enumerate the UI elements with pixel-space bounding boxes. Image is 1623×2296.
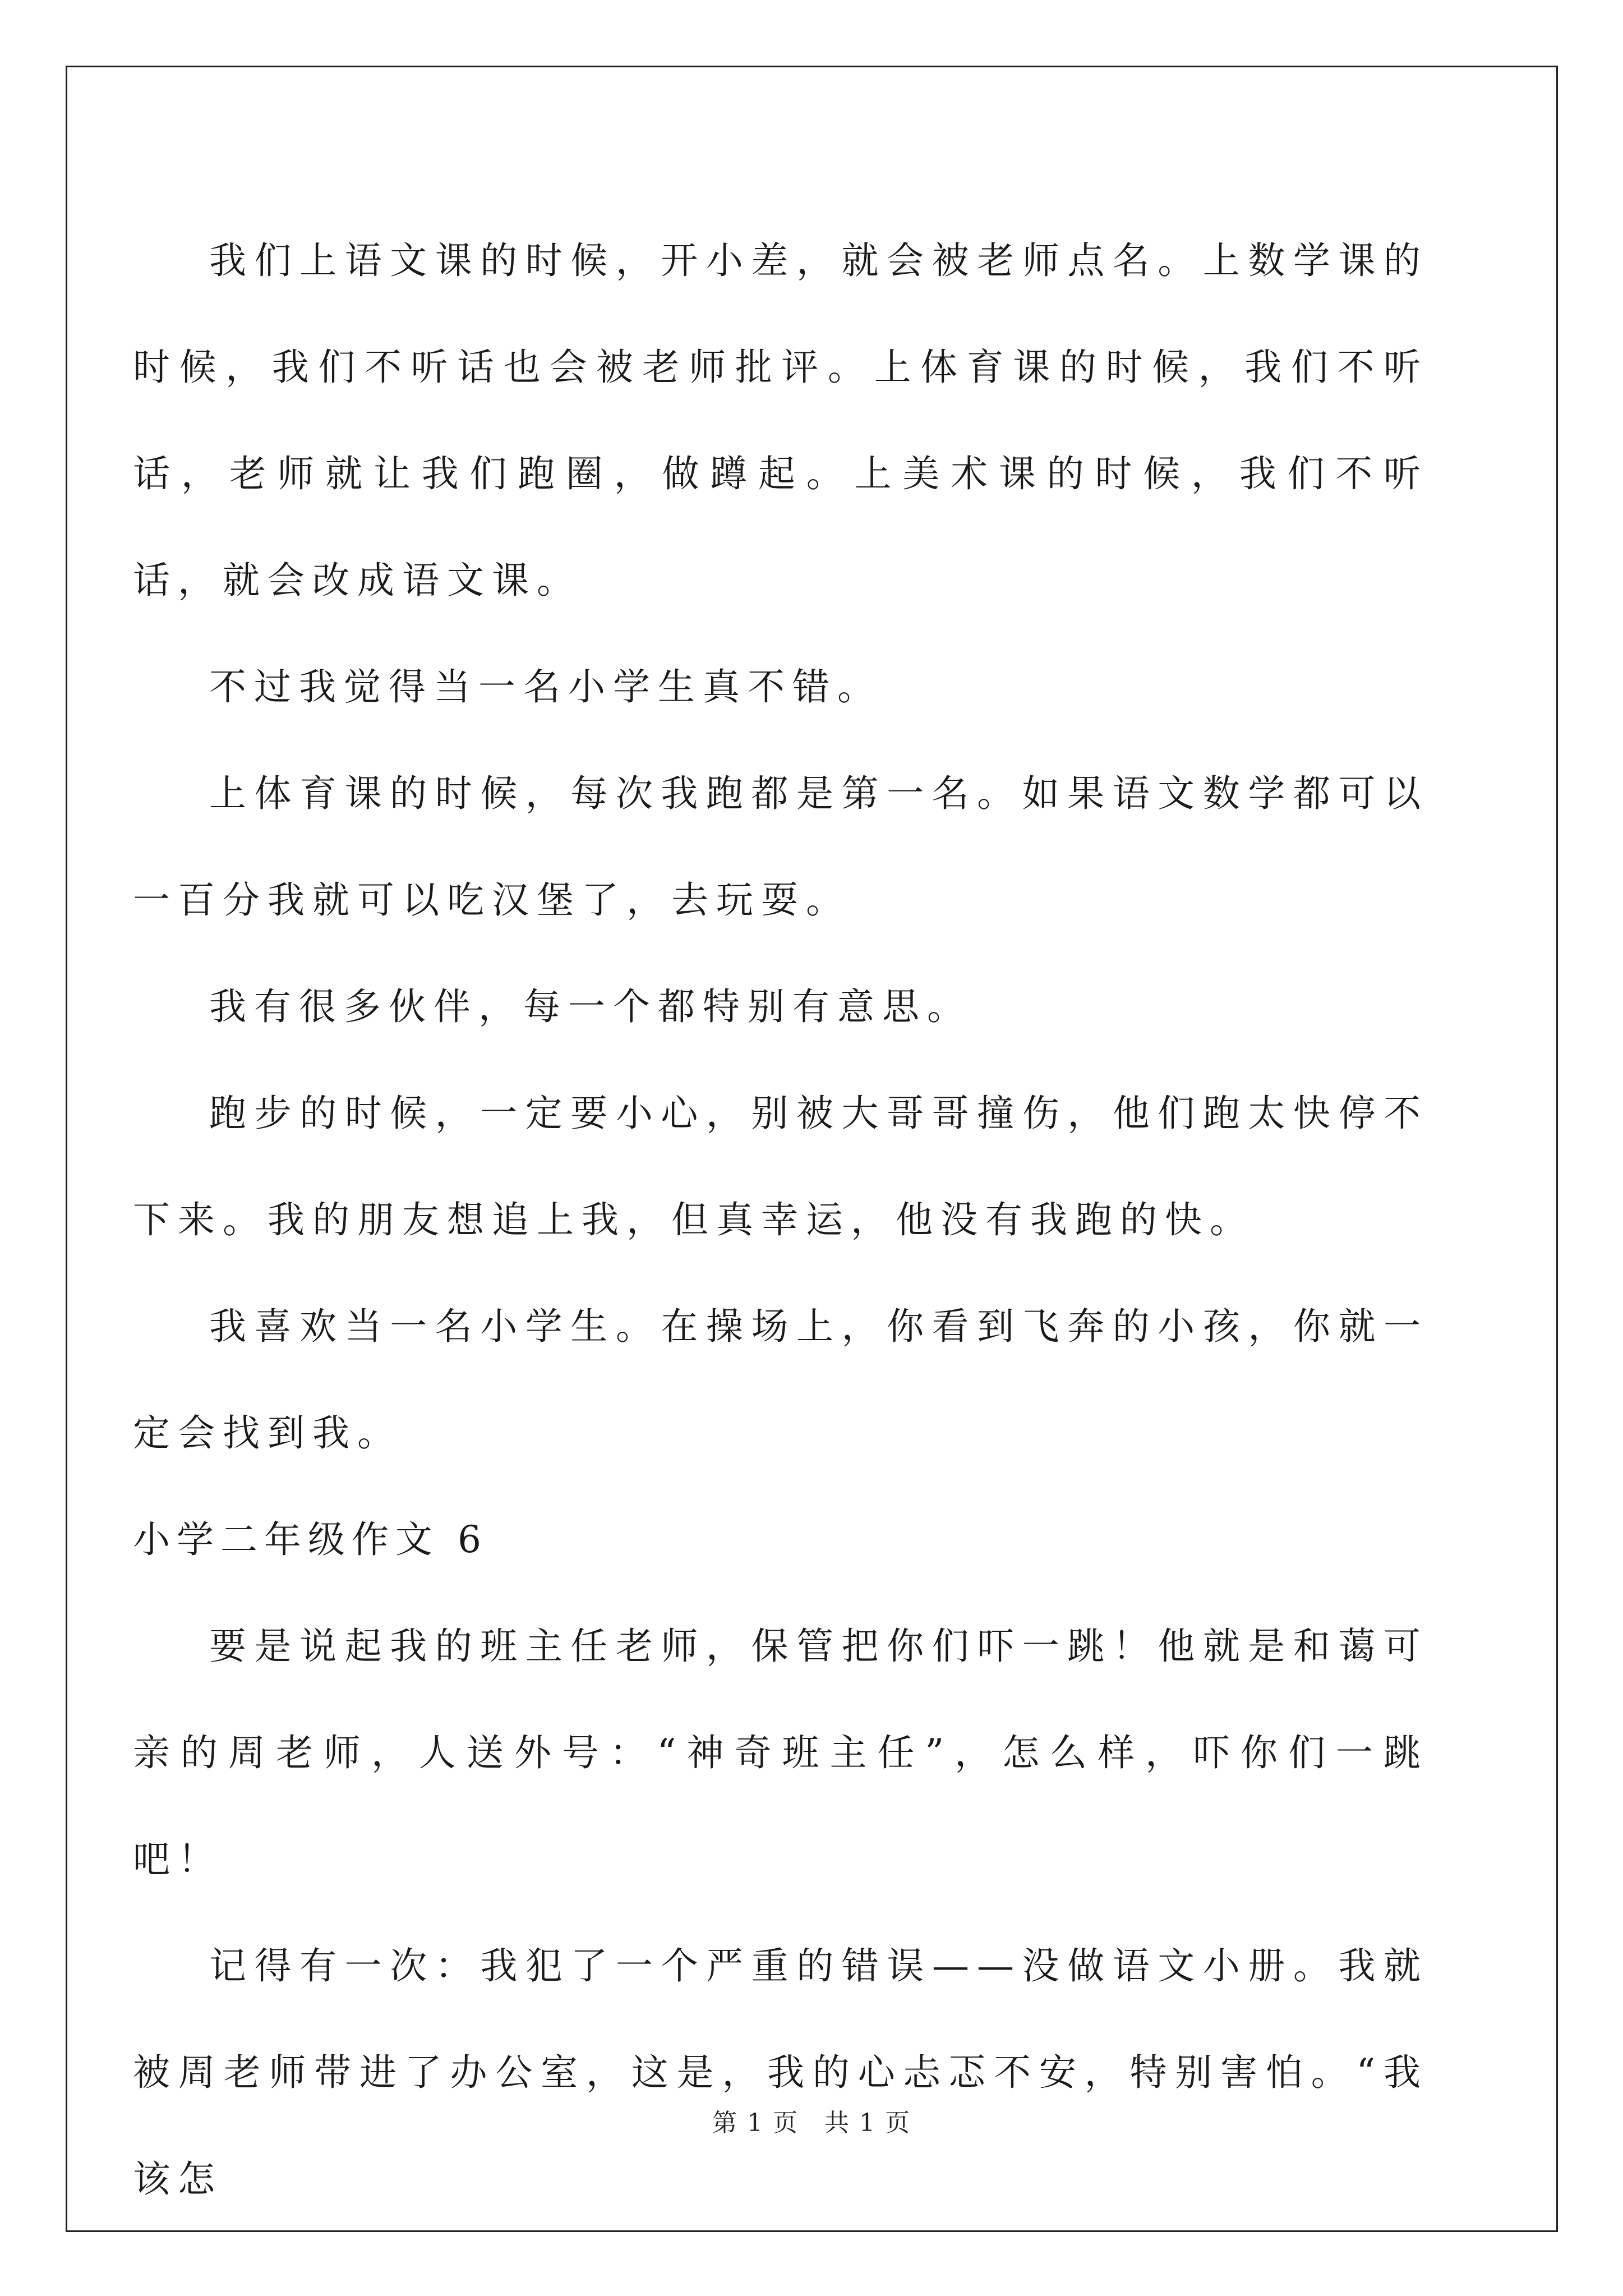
paragraph: 我们上语文课的时候，开小差，就会被老师点名。上数学课的时候，我们不听话也会被老师批评。上体育课的时候，我们不听话，老师就让我们跑圈，做蹲起。上美术课的时候，我们不听话，就会改成语文课。: [133, 239, 1428, 602]
paragraph: 上体育课的时候，每次我跑都是第一名。如果语文数学都可以一百分我就可以吃汉堡了，去玩耍。: [133, 772, 1428, 922]
paragraph: 记得有一次：我犯了一个严重的错误——没做语文小册。我就被周老师带进了办公室，这是，我的心忐忑不安，特别害怕。“我该怎: [133, 1944, 1428, 2201]
section-heading: 小学二年级作文 6: [133, 1518, 488, 1561]
paragraph: 我有很多伙伴，每一个都特别有意思。: [209, 985, 972, 1028]
paragraph: 不过我觉得当一名小学生真不错。: [209, 665, 882, 708]
paragraph: 跑步的时候，一定要小心，别被大哥哥撞伤，他们跑太快停不下来。我的朋友想追上我，但真幸运，他没有我跑的快。: [133, 1092, 1428, 1241]
paragraph: 我喜欢当一名小学生。在操场上，你看到飞奔的小孩，你就一定会找到我。: [133, 1305, 1428, 1455]
page-number-footer: 第 1 页 共 1 页: [712, 2109, 911, 2137]
paragraph: 要是说起我的班主任老师，保管把你们吓一跳！他就是和蔼可亲的周老师，人送外号：“神奇班主任”，怎么样，吓你们一跳吧！: [133, 1625, 1428, 1881]
document-body: [133, 208, 1428, 2233]
